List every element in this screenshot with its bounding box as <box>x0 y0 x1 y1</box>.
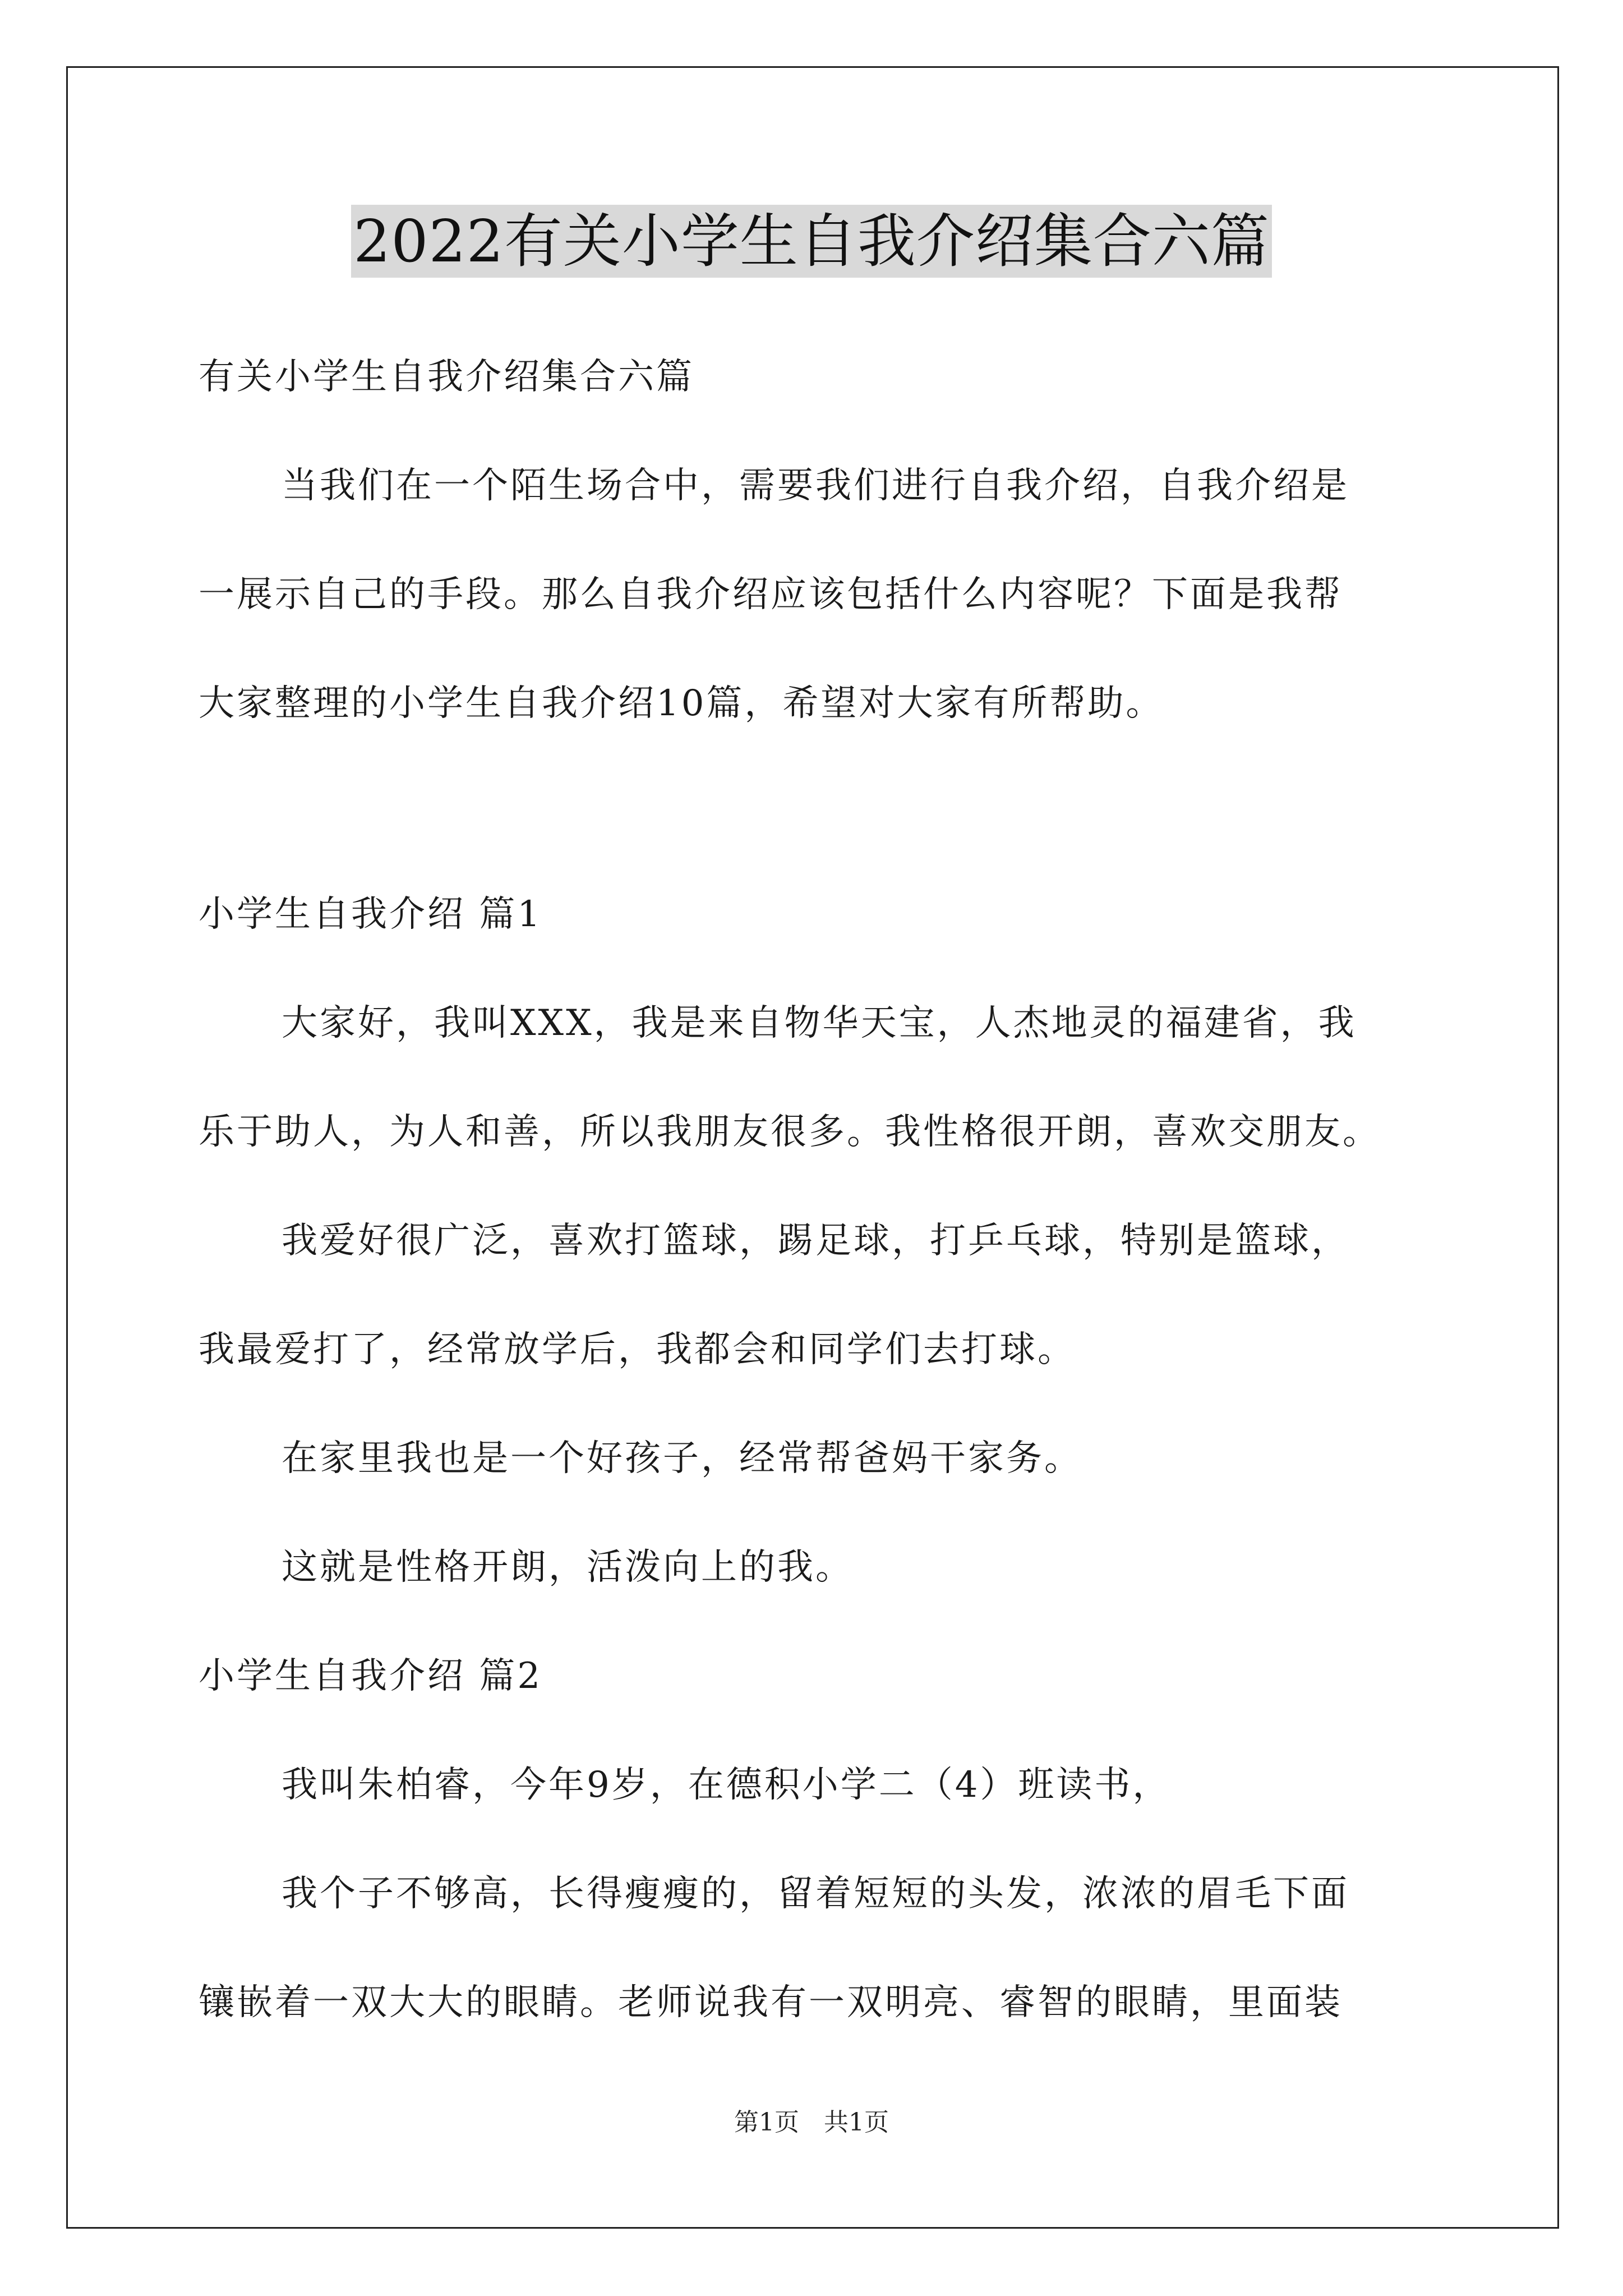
paragraph-line: 我最爱打了，经常放学后，我都会和同学们去打球。 <box>199 1329 1076 1370</box>
subtitle: 有关小学生自我介绍集合六篇 <box>199 356 694 398</box>
paragraph-line: 我爱好很广泛，喜欢打篮球，踢足球，打乒乓球，特别是篮球， <box>282 1220 1349 1262</box>
title-container <box>0 205 1623 278</box>
paragraph-line: 在家里我也是一个好孩子，经常帮爸妈干家务。 <box>282 1438 1082 1479</box>
section-heading: 小学生自我介绍 篇2 <box>199 1655 543 1697</box>
paragraph-line: 我叫朱柏睿，今年9岁，在德积小学二（4）班读书， <box>282 1764 1171 1806</box>
intro-line: 大家整理的小学生自我介绍10篇，希望对大家有所帮助。 <box>199 683 1164 724</box>
paragraph-line: 大家好，我叫XXX，我是来自物华天宝，人杰地灵的福建省，我 <box>282 1002 1357 1044</box>
paragraph-line: 这就是性格开朗，活泼向上的我。 <box>282 1547 854 1588</box>
section-heading: 小学生自我介绍 篇1 <box>199 894 543 935</box>
paragraph-line: 镶嵌着一双大大的眼睛。老师说我有一双明亮、睿智的眼睛，里面装 <box>199 1982 1343 2023</box>
intro-line: 一展示自己的手段。那么自我介绍应该包括什么内容呢？下面是我帮 <box>199 574 1343 615</box>
intro-line: 当我们在一个陌生场合中，需要我们进行自我介绍，自我介绍是 <box>282 465 1349 507</box>
page-footer: 第1页 共1页 <box>734 2108 889 2137</box>
paragraph-line: 我个子不够高，长得瘦瘦的，留着短短的头发，浓浓的眉毛下面 <box>282 1873 1349 1915</box>
document-title: 2022有关小学生自我介绍集合六篇 <box>351 205 1272 278</box>
paragraph-line: 乐于助人，为人和善，所以我朋友很多。我性格很开朗，喜欢交朋友。 <box>199 1111 1381 1153</box>
